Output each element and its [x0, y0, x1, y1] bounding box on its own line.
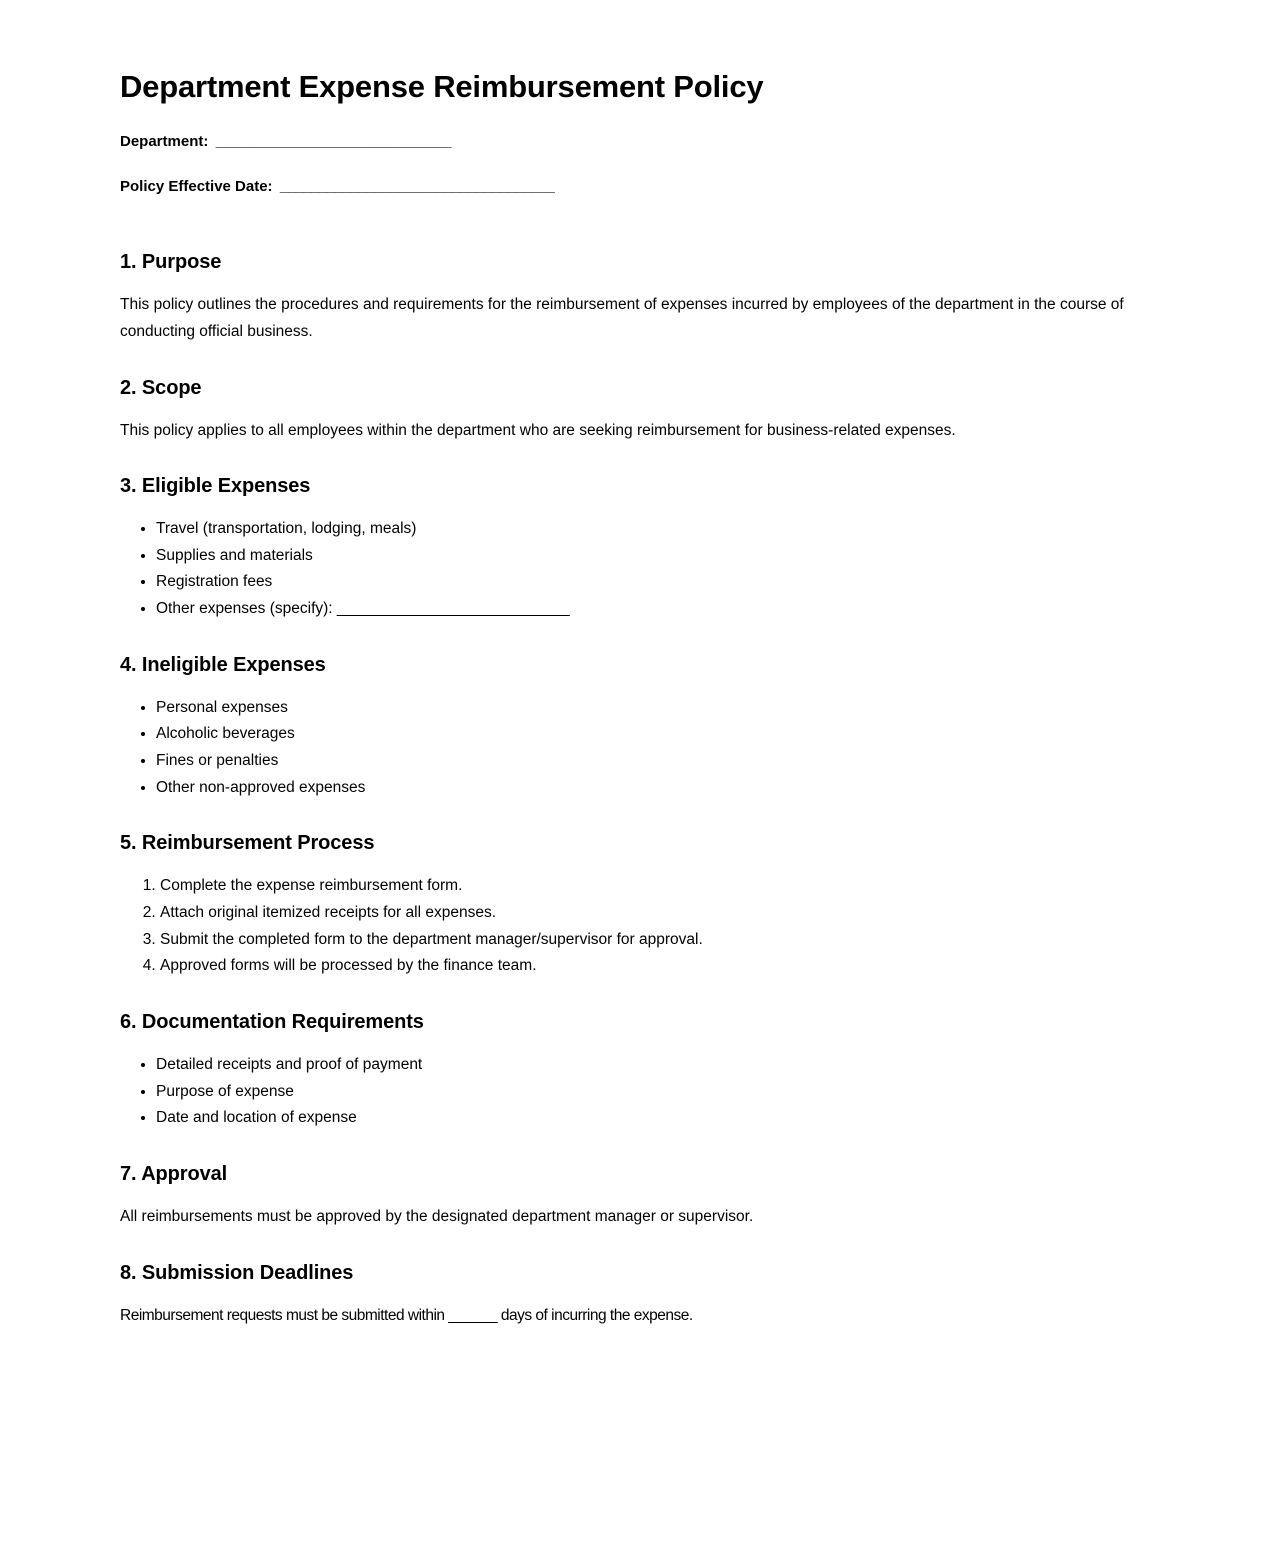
section-submission-deadlines	[120, 1261, 1140, 1330]
list-item: • Fines or penalties	[156, 748, 1140, 775]
section-heading-submission-deadlines: 8. Submission Deadlines	[120, 1261, 354, 1284]
policy-effective-date-label: Policy Effective Date:	[120, 177, 273, 195]
department-field	[120, 131, 1140, 154]
section-body-submission-deadlines[interactable]: Reimbursement requests must be submitted within ______ days of incurring the expense.	[120, 1306, 693, 1324]
list-item-other-expenses[interactable]: • Other expenses (specify): ___________________________	[156, 596, 1140, 623]
reimbursement-process-list	[120, 873, 1140, 980]
list-item: • Purpose of expense	[156, 1079, 1140, 1106]
section-heading-ineligible-expenses: 4. Ineligible Expenses	[120, 653, 326, 676]
list-item: 1. Complete the expense reimbursement form.	[160, 873, 1140, 900]
section-heading-documentation-requirements: 6. Documentation Requirements	[120, 1011, 424, 1034]
list-item: • Detailed receipts and proof of payment	[156, 1052, 1140, 1079]
list-item: • Registration fees	[156, 569, 1140, 596]
list-item: • Date and location of expense	[156, 1105, 1140, 1132]
section-reimbursement-process	[120, 831, 1140, 980]
list-item: 4. Approved forms will be processed by the finance team.	[160, 953, 1140, 980]
list-item: • Travel (transportation, lodging, meals)	[156, 516, 1140, 543]
section-heading-eligible-expenses: 3. Eligible Expenses	[120, 475, 311, 498]
documentation-requirements-list	[120, 1052, 1140, 1132]
section-body-approval: All reimbursements must be approved by the designated department manager or supervisor.	[120, 1208, 754, 1225]
list-item: • Alcoholic beverages	[156, 721, 1140, 748]
list-item: • Supplies and materials	[156, 543, 1140, 570]
list-item: 2. Attach original itemized receipts for all expenses.	[160, 900, 1140, 927]
section-ineligible-expenses	[120, 653, 1140, 802]
section-scope	[120, 376, 1140, 445]
page-title: Department Expense Reimbursement Policy	[120, 69, 764, 104]
section-approval	[120, 1162, 1140, 1231]
list-item: 3. Submit the completed form to the department manager/supervisor for approval.	[160, 927, 1140, 954]
policy-effective-date-field	[120, 176, 1140, 199]
list-item: • Other non-approved expenses	[156, 775, 1140, 802]
section-purpose	[120, 250, 1140, 345]
eligible-expenses-list	[120, 516, 1140, 623]
section-eligible-expenses	[120, 474, 1140, 623]
department-field-label: Department:	[120, 133, 209, 151]
section-heading-scope: 2. Scope	[120, 376, 202, 399]
policy-effective-date-blank[interactable]: ___________________________________	[272, 177, 555, 195]
section-heading-reimbursement-process: 5. Reimbursement Process	[120, 832, 375, 855]
section-heading-purpose: 1. Purpose	[120, 251, 222, 274]
section-body-scope: This policy applies to all employees within the department who are seeking reimbursement for business-related expenses.	[120, 421, 956, 439]
department-field-blank[interactable]: ______________________________	[208, 133, 451, 151]
section-body-purpose: This policy outlines the procedures and requirements for the reimbursement of expenses incurred by employees of the department in the course of conducting official business.	[120, 296, 1124, 340]
section-heading-approval: 7. Approval	[120, 1163, 228, 1185]
ineligible-expenses-list	[120, 695, 1140, 802]
section-documentation-requirements	[120, 1010, 1140, 1132]
list-item: • Personal expenses	[156, 695, 1140, 722]
